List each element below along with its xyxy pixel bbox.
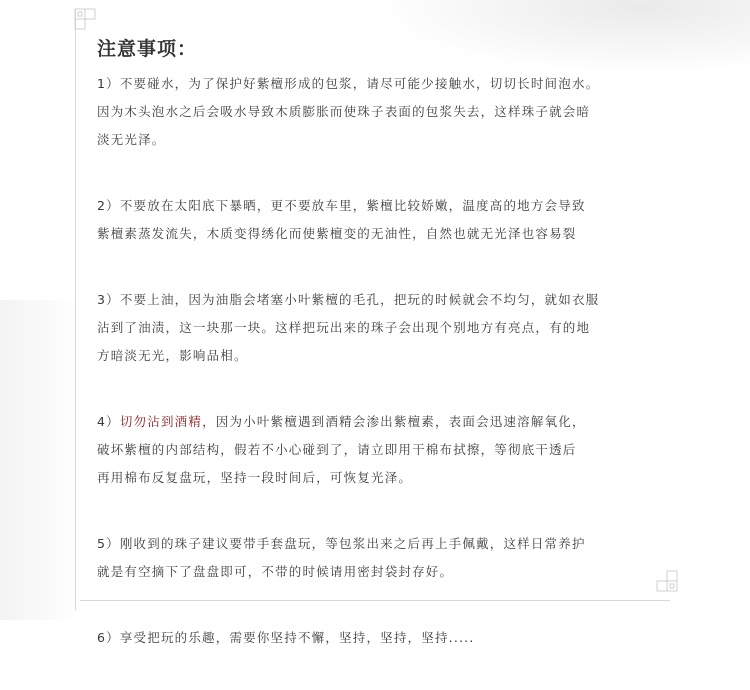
note-4-rest: ，因为小叶紫檀遇到酒精会渗出紫檀素，表面会迅速溶解氧化， [202, 414, 586, 429]
note-4-line-3: 再用棉布反复盘玩，坚持一段时间后，可恢复光泽。 [97, 470, 413, 485]
page-title: 注意事项： [97, 38, 198, 60]
note-1 [97, 70, 677, 154]
note-5-line-2: 就是有空摘下了盘盘即可，不带的时候请用密封袋封存好。 [97, 564, 454, 579]
note-3-line-3: 方暗淡无光，影响品相。 [97, 348, 248, 363]
note-5-line-1: 5）刚收到的珠子建议要带手套盘玩，等包浆出来之后再上手佩戴，这样日常养护 [97, 536, 586, 551]
note-1-line-3: 淡无光泽。 [97, 132, 166, 147]
note-4-line-2: 破坏紫檀的内部结构，假若不小心碰到了，请立即用干棉布拭擦，等彻底干透后 [97, 442, 577, 457]
frame-vertical-line [75, 10, 76, 610]
note-4-line-1 [97, 408, 677, 436]
background-shade-left [0, 300, 80, 620]
note-2-line-2: 紫檀素蒸发流失，木质变得绣化而使紫檀变的无油性，自然也就无光泽也容易裂 [97, 226, 577, 241]
notes-list [97, 70, 677, 690]
note-3 [97, 286, 677, 370]
note-1-line-2: 因为木头泡水之后会吸水导致木质膨胀而使珠子表面的包浆失去，这样珠子就会暗 [97, 104, 591, 119]
note-4-prefix: 4） [97, 414, 120, 429]
note-2-line-1: 2）不要放在太阳底下暴晒，更不要放车里，紫檀比较娇嫩，温度高的地方会导致 [97, 198, 586, 213]
note-2 [97, 192, 677, 248]
note-6 [97, 624, 677, 652]
note-5 [97, 530, 677, 586]
note-3-line-1: 3）不要上油，因为油脂会堵塞小叶紫檀的毛孔，把玩的时候就会不均匀，就如衣服 [97, 292, 600, 307]
note-4-highlight: 切勿沾到酒精 [119, 414, 203, 429]
corner-ornament-top-left-icon [70, 4, 100, 34]
note-1-line-1: 1）不要碰水，为了保护好紫檀形成的包浆，请尽可能少接触水，切切长时间泡水。 [97, 76, 600, 91]
note-6-line-1: 6）享受把玩的乐趣，需要你坚持不懈，坚持，坚持，坚持..... [97, 630, 475, 645]
note-4 [97, 408, 677, 492]
background-shade [390, 0, 750, 70]
note-3-line-2: 沾到了油渍，这一块那一块。这样把玩出来的珠子会出现个别地方有亮点，有的地 [97, 320, 591, 335]
